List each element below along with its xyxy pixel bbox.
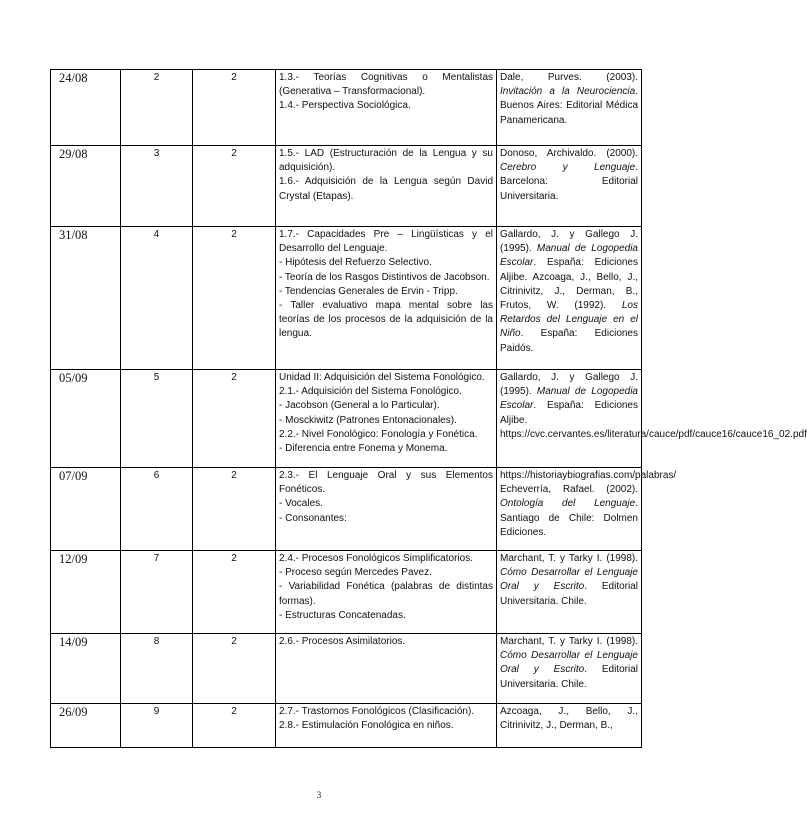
content-line: - Proceso según Mercedes Pavez. xyxy=(279,567,432,579)
content-line: 2.1.- Adquisición del Sistema Fonológico. xyxy=(279,386,462,398)
content-line: 2.6.- Procesos Asimilatorios. xyxy=(279,636,406,647)
session-cell: 6 xyxy=(121,468,193,551)
content-cell xyxy=(276,634,497,704)
hours-cell: 2 xyxy=(193,370,276,468)
reference-cell xyxy=(497,704,642,748)
reference-cell xyxy=(497,227,642,370)
content-line: 1.6.- Adquisición de la Lengua según David Crystal (Etapas). xyxy=(279,176,493,202)
hours-cell: 2 xyxy=(193,468,276,551)
reference-title: Invitación a la Neurociencia xyxy=(500,86,636,98)
hours-cell: 2 xyxy=(193,634,276,704)
content-line: - Tendencias Generales de Ervin - Tripp. xyxy=(279,285,458,297)
reference-cell xyxy=(497,70,642,146)
content-line: - Jacobson (General a lo Particular). xyxy=(279,400,440,412)
reference-cell xyxy=(497,634,642,704)
content-line: - Vocales. xyxy=(279,498,323,510)
reference-text: . Editorial Universitaria. Chile. xyxy=(500,664,639,690)
content-line: - Diferencia entre Fonema y Monema. xyxy=(279,443,448,455)
reference-text: . España: Ediciones Paidós. xyxy=(500,328,638,354)
reference-text: . España: Ediciones Aljibe. https://cvc.cervantes.es/literatura/cauce/pdf/cauce16/cauce16_02.pdf xyxy=(500,400,807,440)
table-row xyxy=(51,70,642,146)
reference-text: . Buenos Aires: Editorial Médica Panamericana. xyxy=(500,86,638,126)
table-row xyxy=(51,468,642,551)
content-line: - Teoría de los Rasgos Distintivos de Jacobson. xyxy=(279,271,490,283)
reference-cell xyxy=(497,468,677,551)
date-cell: 07/09 xyxy=(51,468,121,551)
content-line: - Estructuras Concatenadas. xyxy=(279,609,406,621)
content-cell xyxy=(276,468,497,551)
content-line: - Consonantes: xyxy=(279,512,347,524)
reference-text: Azcoaga, J., Bello, J., Citrinivitz, J., Derman, B., xyxy=(500,706,638,732)
reference-title: Cómo Desarrollar el Lenguaje Oral y Escrito xyxy=(500,650,638,676)
date-cell: 29/08 xyxy=(51,146,121,227)
content-line: 1.5.- LAD (Estructuración de la Lengua y su adquisición). xyxy=(279,148,493,174)
content-line: 1.3.- Teorías Cognitivas o Mentalistas (Generativa – Transformacional). xyxy=(279,72,493,98)
content-line: - Taller evaluativo mapa mental sobre las teorías de los procesos de la adquisición de la lengua. xyxy=(279,300,493,340)
session-cell: 9 xyxy=(121,704,193,748)
content-cell xyxy=(276,704,497,748)
reference-cell xyxy=(497,370,807,468)
table-row xyxy=(51,704,642,748)
content-line: 2.3.- El Lenguaje Oral y sus Elementos Fonéticos. xyxy=(279,470,493,496)
page-number: 3 xyxy=(316,790,322,800)
table-row xyxy=(51,634,642,704)
schedule-table xyxy=(50,69,807,748)
table-row xyxy=(51,370,642,468)
session-cell: 4 xyxy=(121,227,193,370)
reference-title: Cómo Desarrollar el Lenguaje Oral y Escrito xyxy=(500,567,638,593)
content-line: 1.7.- Capacidades Pre – Lingüísticas y el Desarrollo del Lenguaje. xyxy=(279,229,493,255)
content-line: 2.4.- Procesos Fonológicos Simplificatorios. xyxy=(279,553,473,564)
content-cell xyxy=(276,227,497,370)
date-cell: 05/09 xyxy=(51,370,121,468)
reference-title: Ontología del Lenguaje xyxy=(500,498,636,510)
reference-title: Manual de Logopedia Escolar xyxy=(500,243,638,269)
hours-cell: 2 xyxy=(193,227,276,370)
session-cell: 2 xyxy=(121,70,193,146)
hours-cell: 2 xyxy=(193,146,276,227)
content-line: 1.4.- Perspectiva Sociológica. xyxy=(279,100,411,112)
session-cell: 7 xyxy=(121,551,193,634)
date-cell: 31/08 xyxy=(51,227,121,370)
reference-title: Los Retardos del Lenguaje en el Niño xyxy=(500,300,638,340)
content-cell xyxy=(276,551,497,634)
reference-text: . Santiago de Chile: Dolmen Ediciones. xyxy=(500,498,638,538)
reference-text: . Barcelona: Editorial Universitaria. xyxy=(500,162,638,202)
content-line: - Hipótesis del Refuerzo Selectivo. xyxy=(279,257,432,269)
hours-cell: 2 xyxy=(193,70,276,146)
content-line: Unidad II: Adquisición del Sistema Fonológico. xyxy=(279,372,485,383)
reference-title: Cerebro y Lenguaje xyxy=(500,162,636,174)
hours-cell: 2 xyxy=(193,704,276,748)
content-line: - Variabilidad Fonética (palabras de distintas formas). xyxy=(279,581,493,607)
reference-cell xyxy=(497,146,642,227)
reference-title: Manual de Logopedia Escolar xyxy=(500,386,638,412)
reference-text: https://historiaybiografias.com/palabras/ Echeverría, Rafael. (2002). xyxy=(500,470,677,496)
session-cell: 3 xyxy=(121,146,193,227)
table-row xyxy=(51,227,642,370)
session-cell: 5 xyxy=(121,370,193,468)
date-cell: 12/09 xyxy=(51,551,121,634)
reference-text: . España: Ediciones Aljibe. Azcoaga, J., Bello, J., Citrinivitz, J., Derman, B., Frutos, W. (1992). xyxy=(500,257,638,312)
table-row xyxy=(51,551,642,634)
table-row xyxy=(51,146,642,227)
reference-text: Marchant, T. y Tarky I. (1998). xyxy=(500,636,638,647)
content-cell xyxy=(276,370,497,468)
reference-text: . Editorial Universitaria. Chile. xyxy=(500,581,639,607)
date-cell: 26/09 xyxy=(51,704,121,748)
content-line: 2.8.- Estimulación Fonológica en niños. xyxy=(279,720,454,732)
content-cell xyxy=(276,70,497,146)
content-line: 2.7.- Trastornos Fonológicos (Clasificación). xyxy=(279,706,475,717)
date-cell: 14/09 xyxy=(51,634,121,704)
content-line: 2.2.- Nivel Fonológico: Fonología y Fonética. xyxy=(279,428,478,440)
reference-text: Gallardo, J. y Gallego J. (1995). xyxy=(500,372,638,398)
reference-text: Gallardo, J. y Gallego J. (1995). xyxy=(500,229,638,255)
date-cell: 24/08 xyxy=(51,70,121,146)
content-line: - Mosckiwitz (Patrones Entonacionales). xyxy=(279,414,457,426)
session-cell: 8 xyxy=(121,634,193,704)
reference-text: Dale, Purves. (2003). xyxy=(500,72,638,83)
reference-cell xyxy=(497,551,642,634)
hours-cell: 2 xyxy=(193,551,276,634)
content-cell xyxy=(276,146,497,227)
reference-text: Marchant, T. y Tarky I. (1998). xyxy=(500,553,638,564)
reference-text: Donoso, Archivaldo. (2000). xyxy=(500,148,638,159)
